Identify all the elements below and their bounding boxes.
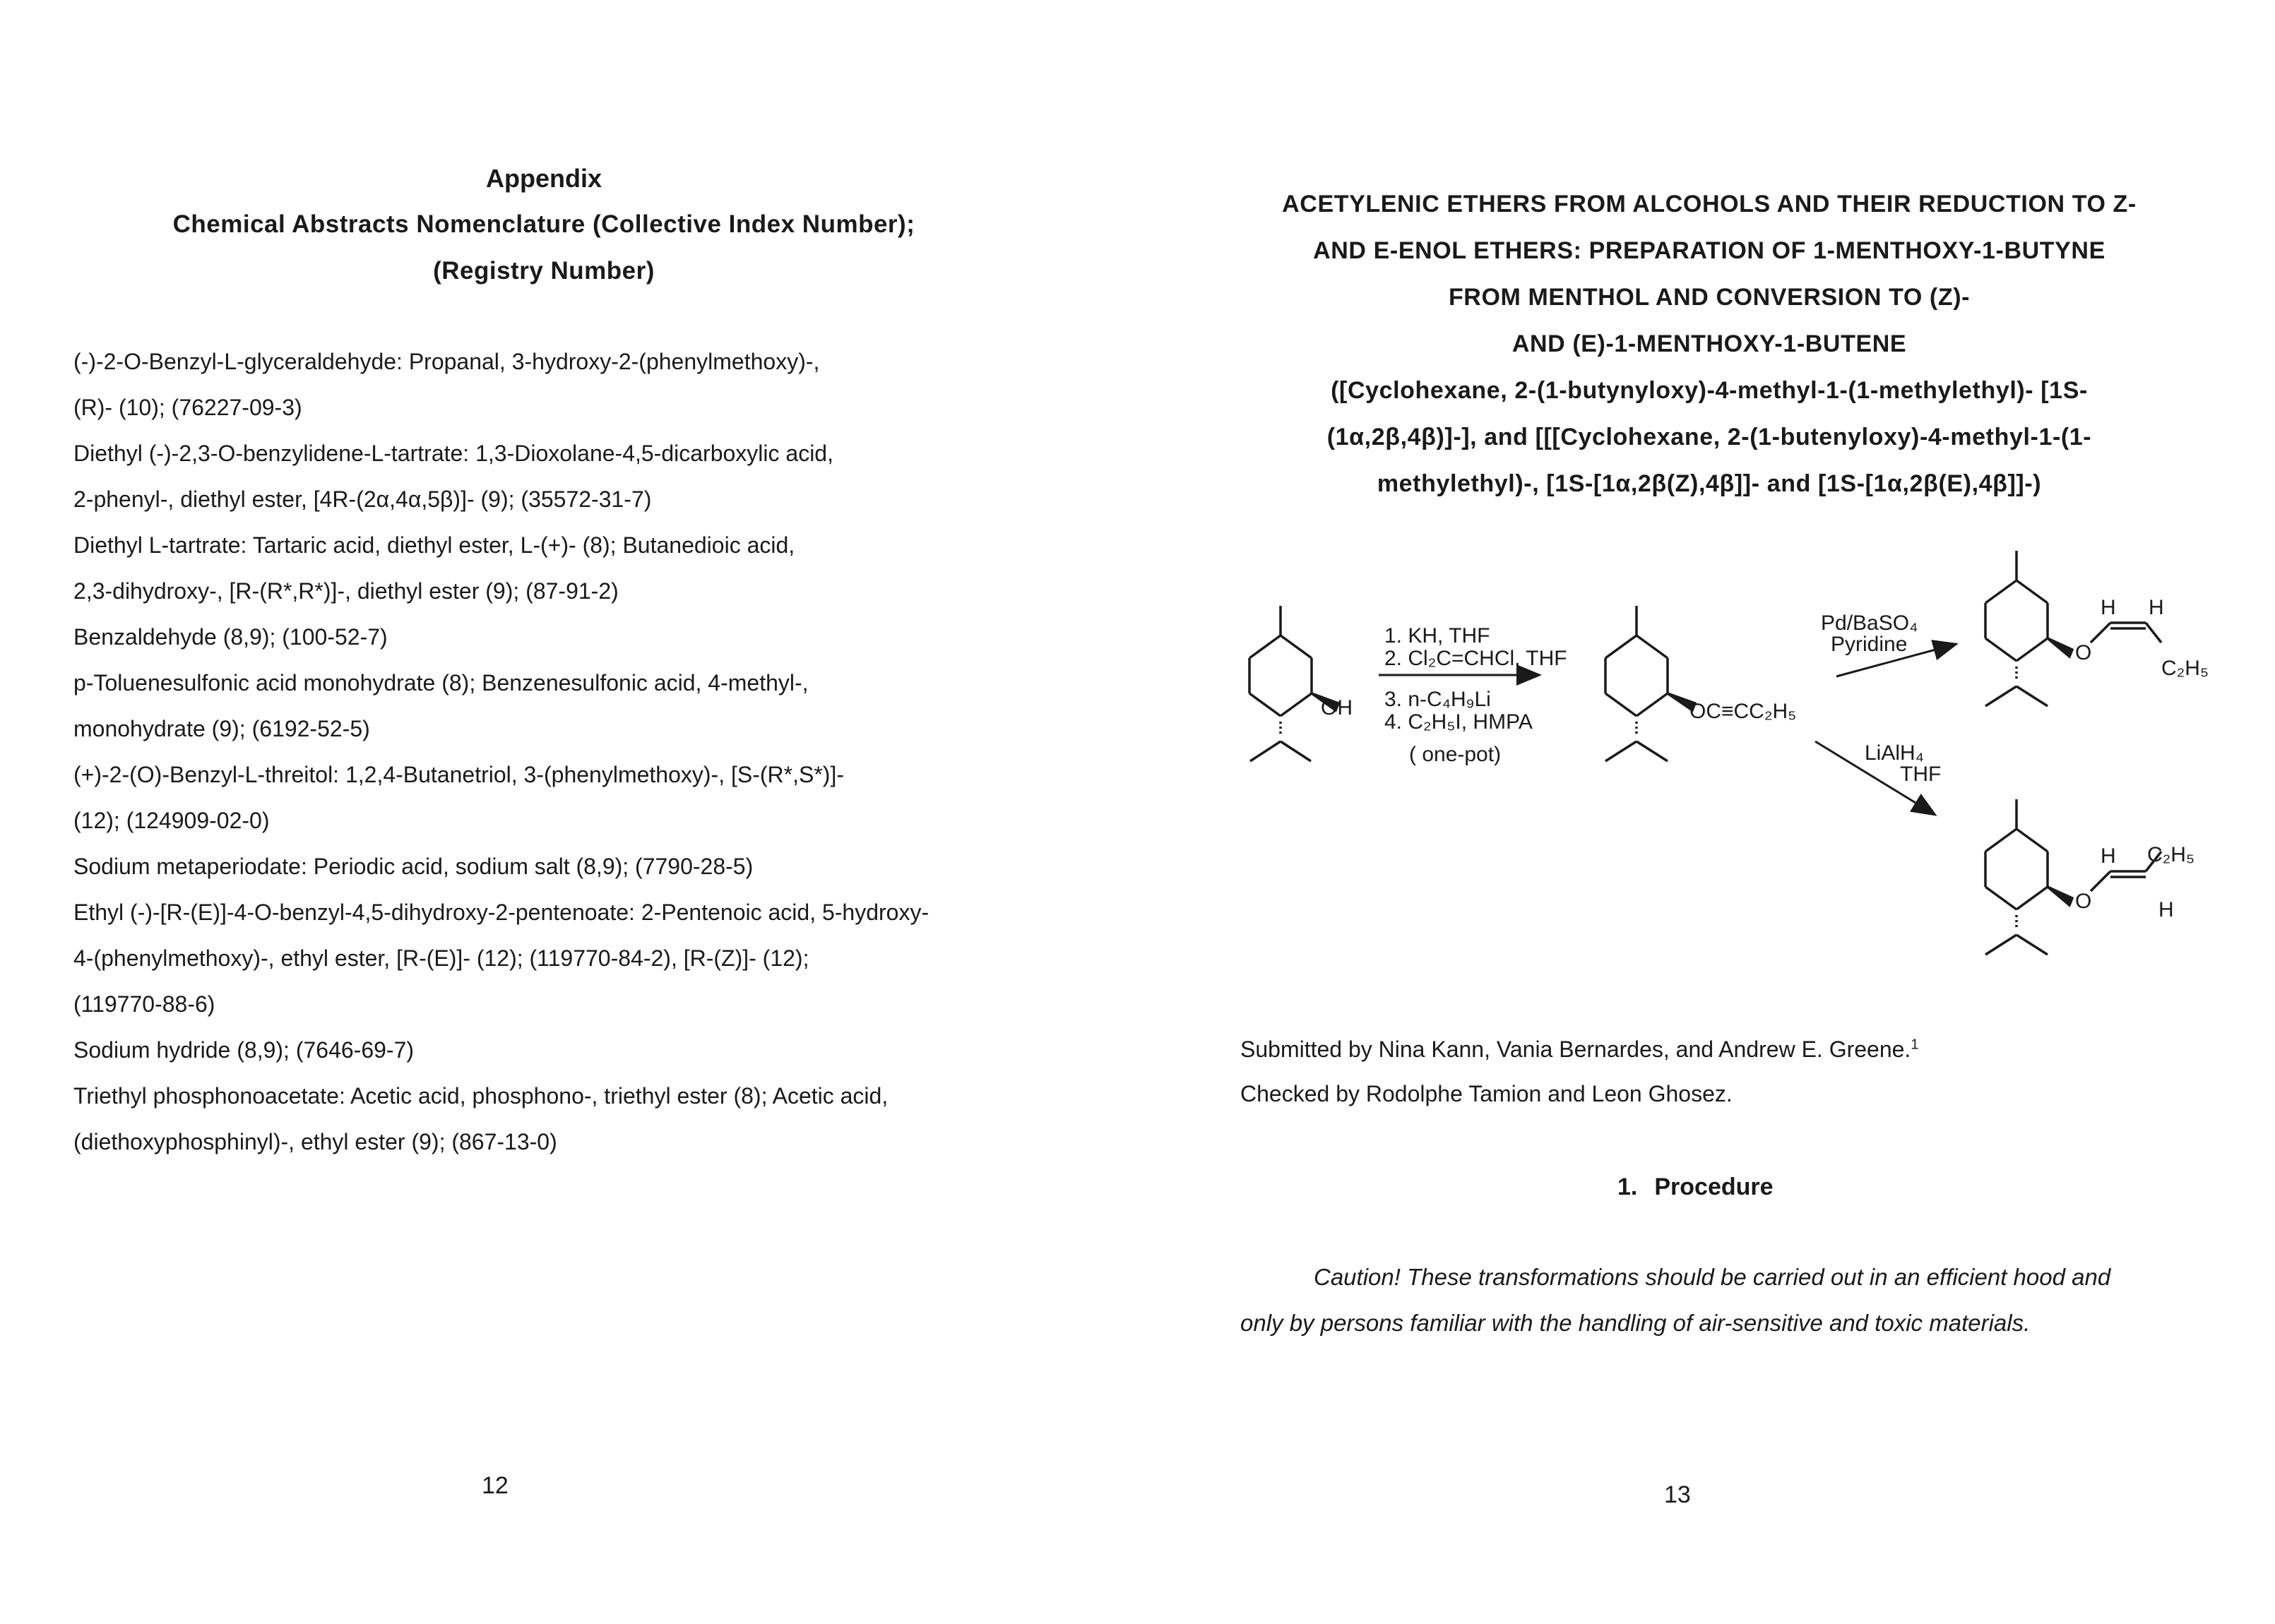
z-hydrogen-1: H: [2101, 596, 2116, 619]
appendix-subtitle-registry: (Registry Number): [433, 257, 655, 285]
e-hydrogen-1: H: [2101, 844, 2116, 868]
appendix-subtitle: Chemical Abstracts Nomenclature (Collective Index Number);: [172, 210, 915, 238]
nomenclature-line: (diethoxyphosphinyl)-, ethyl ester (9); (867-13-0): [73, 1129, 557, 1154]
e-hydrogen-2: H: [2158, 898, 2174, 921]
menthol-structure: [1249, 606, 1338, 761]
nomenclature-line: p-Toluenesulfonic acid monohydrate (8); Benzenesulfonic acid, 4-methyl-,: [73, 670, 809, 695]
step-2-label: 2. Cl₂C=CHCl, THF: [1384, 647, 1567, 670]
caution-line: only by persons familiar with the handling of air-sensitive and toxic materials.: [1240, 1310, 2031, 1336]
step-4-label: 4. C₂H₅I, HMPA: [1384, 710, 1533, 734]
hydroxyl-label: OH: [1321, 696, 1353, 720]
nomenclature-line: 2-phenyl-, diethyl ester, [4R-(2α,4α,5β)]- (9); (35572-31-7): [73, 486, 652, 512]
procedure-number: 1.: [1617, 1174, 1638, 1200]
reagent-thf: THF: [1900, 763, 1942, 786]
appendix-title: Appendix: [485, 164, 602, 193]
reagent-pd-baso4: Pd/BaSO₄: [1821, 611, 1918, 635]
nomenclature-list: [73, 347, 1062, 1174]
title-line: ([Cyclohexane, 2-(1-butynyloxy)-4-methyl-1-(1-methylethyl)- [1S-: [1331, 377, 2088, 404]
nomenclature-line: 4-(phenylmethoxy)-, ethyl ester, [R-(E)]- (12); (119770-84-2), [R-(Z)]- (12);: [73, 945, 809, 971]
nomenclature-line: Benzaldehyde (8,9); (100-52-7): [73, 624, 388, 650]
butynyl-ether-structure: [1605, 606, 1695, 761]
nomenclature-line: 2,3-dihydroxy-, [R-(R*,R*)]-, diethyl ester (9); (87-91-2): [73, 578, 619, 604]
title-line: (1α,2β,4β)]-], and [[[Cyclohexane, 2-(1-butenyloxy)-4-methyl-1-(1-: [1326, 424, 2092, 450]
nomenclature-line: (-)-2-O-Benzyl-L-glyceraldehyde: Propanal, 3-hydroxy-2-(phenylmethoxy)-,: [73, 349, 820, 374]
article-title: [1215, 191, 2204, 517]
title-line: methylethyl)-, [1S-[1α,2β(Z),4β]]- and [1S-[1α,2β(E),4β]]-): [1377, 470, 2042, 497]
title-line: FROM MENTHOL AND CONVERSION TO (Z)-: [1448, 284, 1971, 311]
nomenclature-line: Ethyl (-)-[R-(E)]-4-O-benzyl-4,5-dihydroxy-2-pentenoate: 2-Pentenoic acid, 5-hydroxy-: [73, 900, 929, 925]
title-line: AND E-ENOL ETHERS: PREPARATION OF 1-MENTHOXY-1-BUTYNE: [1313, 237, 2105, 264]
nomenclature-line: (12); (124909-02-0): [73, 808, 270, 833]
z-oxygen: O: [2075, 641, 2092, 664]
z-enol-ether-structure: [1985, 551, 2161, 706]
nomenclature-line: (R)- (10); (76227-09-3): [73, 395, 302, 420]
nomenclature-line: (119770-88-6): [73, 991, 215, 1017]
left-page: [0, 0, 1137, 1624]
submitted-text: Submitted by Nina Kann, Vania Bernardes, and Andrew E. Greene.: [1240, 1037, 1911, 1062]
procedure-heading: [1617, 1174, 1774, 1201]
step-1-label: 1. KH, THF: [1384, 624, 1490, 647]
step-3-label: 3. n-C₄H₉Li: [1384, 688, 1491, 711]
nomenclature-line: Diethyl (-)-2,3-O-benzylidene-L-tartrate: 1,3-Dioxolane-4,5-dicarboxylic acid,: [73, 441, 833, 466]
nomenclature-line: Sodium metaperiodate: Periodic acid, sodium salt (8,9); (7790-28-5): [73, 854, 754, 879]
butynyloxy-group-label: OC≡CC₂H₅: [1689, 700, 1797, 723]
nomenclature-line: (+)-2-(O)-Benzyl-L-threitol: 1,2,4-Butanetriol, 3-(phenylmethoxy)-, [S-(R*,S*)]-: [73, 762, 844, 787]
title-line: ACETYLENIC ETHERS FROM ALCOHOLS AND THEIR REDUCTION TO Z-: [1282, 191, 2137, 217]
e-enol-ether-structure: [1985, 799, 2161, 955]
submitted-by: [1240, 1037, 1918, 1081]
nomenclature-line: Sodium hydride (8,9); (7646-69-7): [73, 1037, 415, 1063]
z-ethyl-group: C₂H₅: [2161, 657, 2209, 680]
page-number-left: 12: [482, 1472, 509, 1499]
procedure-title: Procedure: [1654, 1174, 1774, 1200]
one-pot-label: ( one-pot): [1409, 743, 1502, 766]
reference-marker: 1: [1911, 1037, 1919, 1053]
page-number-right: 13: [1664, 1481, 1691, 1508]
reagent-pyridine: Pyridine: [1831, 633, 1908, 656]
checked-by: Checked by Rodolphe Tamion and Leon Ghosez.: [1240, 1081, 1733, 1106]
e-ethyl-group: C₂H₅: [2147, 843, 2195, 866]
caution-note: [1240, 1264, 2215, 1356]
caution-line: Caution! These transformations should be carried out in an efficient hood and: [1314, 1264, 2111, 1290]
reaction-scheme: [1215, 537, 2246, 989]
z-hydrogen-2: H: [2149, 596, 2164, 619]
nomenclature-line: monohydrate (9); (6192-52-5): [73, 716, 370, 741]
nomenclature-line: Diethyl L-tartrate: Tartaric acid, diethyl ester, L-(+)- (8); Butanedioic acid,: [73, 532, 795, 558]
author-credits: [1240, 1037, 1918, 1126]
nomenclature-line: Triethyl phosphonoacetate: Acetic acid, phosphono-, triethyl ester (8); Acetic acid,: [73, 1083, 889, 1109]
e-oxygen: O: [2075, 890, 2092, 913]
title-line: AND (E)-1-MENTHOXY-1-BUTENE: [1511, 330, 1907, 357]
reagent-lialh4: LiAlH₄: [1865, 741, 1924, 765]
